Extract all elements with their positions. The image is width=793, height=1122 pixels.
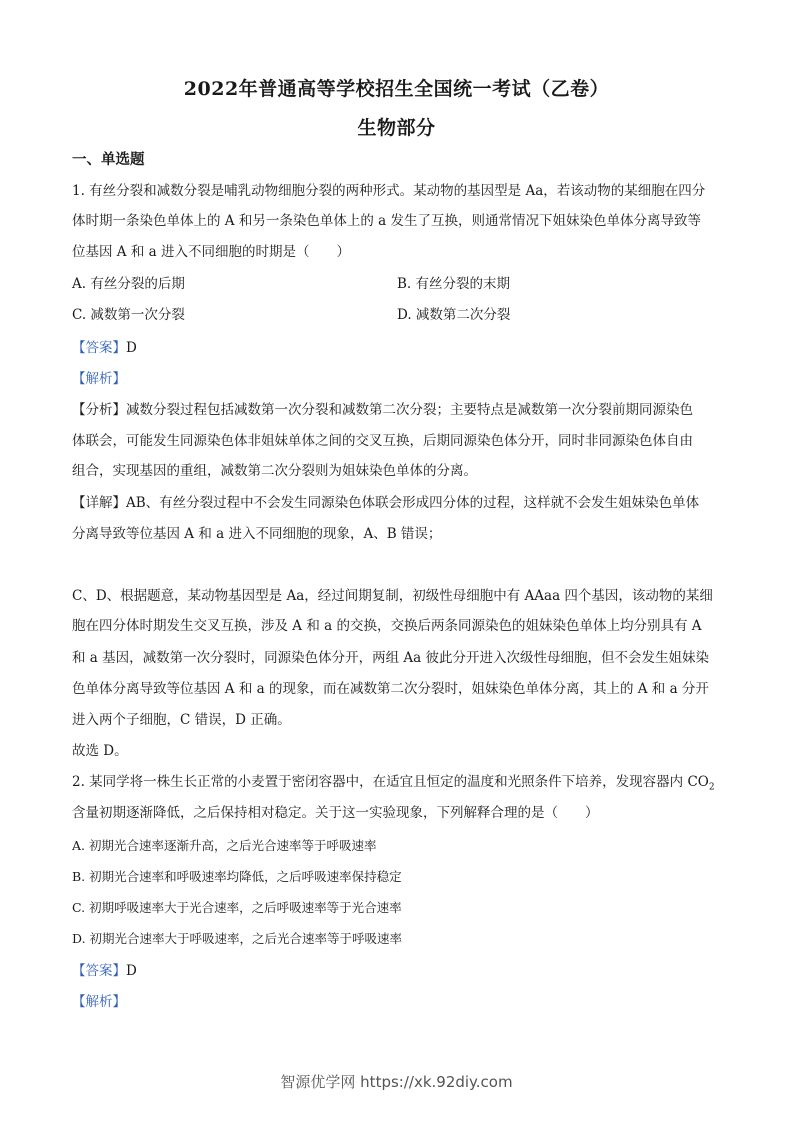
q1-stem-line-1: 1. 有丝分裂和减数分裂是哺乳动物细胞分裂的两种形式。某动物的基因型是 Aa，若该动物的某细胞在四分 <box>72 183 706 199</box>
section-heading: 一、单选题 <box>72 151 145 168</box>
q2-stem-line-1 <box>72 773 732 797</box>
q1-xiangjie-line-2: 分离导致等位基因 A 和 a 进入不同细胞的现象，A、B 错误； <box>72 526 442 542</box>
q1-answer <box>72 339 732 357</box>
q1-option-d: D. 减数第二次分裂 <box>397 307 511 323</box>
q1-fenxi-line-2: 体联会，可能发生同源染色体非姐妹单体之间的交叉互换，后期同源染色体分开，同时非同源染色体自由 <box>72 433 693 449</box>
q2-option-a: A. 初期光合速率逐渐升高，之后光合速率等于呼吸速率 <box>72 838 377 853</box>
q1-cd-line-1: C、D、根据题意，某动物基因型是 Aa，经过间期复制，初级性母细胞中有 AAaa 四个基因，该动物的某细 <box>72 588 713 604</box>
q1-option-b: B. 有丝分裂的末期 <box>397 276 511 292</box>
q1-conclusion: 故选 D。 <box>72 743 128 759</box>
xiangjie-tag: 【详解】 <box>72 495 126 511</box>
co2-subscript: 2 <box>708 782 715 793</box>
fenxi-text: 减数分裂过程包括减数第一次分裂和减数第二次分裂；主要特点是减数第一次分裂前期同源染色 <box>126 402 693 418</box>
q1-option-c: C. 减数第一次分裂 <box>72 307 185 323</box>
q2-analysis-tag: 【解析】 <box>72 994 126 1010</box>
q1-cd-line-4: 色单体分离导致等位基因 A 和 a 的现象，而在减数第二次分裂时，姐妹染色单体分离，其上的 A 和 a 分开 <box>72 681 709 697</box>
q1-cd-line-5: 进入两个子细胞，C 错误，D 正确。 <box>72 712 291 728</box>
q1-fenxi-line-3: 组合，实现基因的重组，减数第二次分裂则为姐妹染色单体的分离。 <box>72 463 477 479</box>
q2-option-c: C. 初期呼吸速率大于光合速率，之后呼吸速率等于光合速率 <box>72 900 402 915</box>
exam-subtitle: 生物部分 <box>357 117 436 139</box>
q1-cd-line-3: 和 a 基因，减数第一次分裂时，同源染色体分开，两组 Aa 彼此分开进入次级性母细胞，但不会发生姐妹染 <box>72 650 710 666</box>
q2-stem-text: 2. 某同学将一株生长正常的小麦置于密闭容器中，在适宜且恒定的温度和光照条件下培养，发现容器内 CO <box>72 774 709 790</box>
q2-answer <box>72 962 732 980</box>
q2-stem-line-2: 含量初期逐渐降低，之后保持相对稳定。关于这一实验现象，下列解释合理的是（ ） <box>72 805 599 821</box>
q2-option-d: D. 初期光合速率大于呼吸速率，之后光合速率等于呼吸速率 <box>72 931 403 946</box>
q1-stem-line-3: 位基因 A 和 a 进入不同细胞的时期是（ ） <box>72 244 350 260</box>
exam-title: 2022年普通高等学校招生全国统一考试（乙卷） <box>183 78 610 100</box>
q1-option-a: A. 有丝分裂的后期 <box>72 276 185 292</box>
footer-watermark-link[interactable]: 智源优学网 https://xk.92diy.com <box>280 1073 513 1091</box>
fenxi-tag: 【分析】 <box>72 402 126 418</box>
q1-stem-line-2: 体时期一条染色单体上的 A 和另一条染色单体上的 a 发生了互换，则通常情况下姐妹染色单体分离导致等 <box>72 213 701 229</box>
answer-tag: 【答案】 <box>72 340 126 356</box>
answer-value: D <box>126 340 137 356</box>
xiangjie-text: AB、有丝分裂过程中不会发生同源染色体联会形成四分体的过程，这样就不会发生姐妹染色单体 <box>126 495 700 511</box>
q1-fenxi-line-1 <box>72 401 732 419</box>
q1-cd-line-2: 胞在四分体时期发生交叉互换，涉及 A 和 a 的交换，交换后两条同源染色的姐妹染色单体上均分别具有 A <box>72 618 702 634</box>
q1-analysis-tag: 【解析】 <box>72 371 126 387</box>
q2-option-b: B. 初期光合速率和呼吸速率均降低，之后呼吸速率保持稳定 <box>72 869 402 884</box>
q1-xiangjie-line-1 <box>72 494 732 512</box>
answer-value: D <box>126 963 137 979</box>
answer-tag: 【答案】 <box>72 963 126 979</box>
